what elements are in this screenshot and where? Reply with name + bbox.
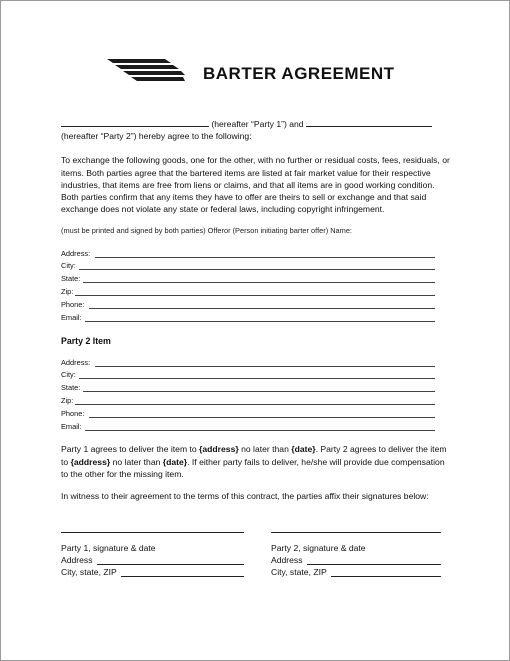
party2-address-field[interactable]: Address: bbox=[61, 357, 453, 370]
document-title: BARTER AGREEMENT bbox=[203, 64, 395, 83]
party2-signature-block bbox=[271, 519, 441, 578]
party1-sig-label: Party 1, signature & date bbox=[61, 543, 156, 553]
party2-sig-label: Party 2, signature & date bbox=[271, 543, 366, 553]
party2-signature-line[interactable] bbox=[271, 519, 441, 533]
document-header bbox=[105, 57, 405, 87]
party1-state-field[interactable]: State: bbox=[61, 273, 453, 286]
party2-fields bbox=[61, 357, 453, 434]
address-placeholder: {address} bbox=[199, 444, 239, 455]
party1-phone-field[interactable]: Phone: bbox=[61, 299, 453, 312]
party1-fields bbox=[61, 248, 453, 325]
address-placeholder: {address} bbox=[70, 456, 111, 467]
date-placeholder: {date} bbox=[162, 456, 188, 467]
party1-city-field[interactable]: City: bbox=[61, 260, 453, 273]
party2-phone-field[interactable]: Phone: bbox=[61, 408, 453, 421]
date-placeholder: {date} bbox=[291, 444, 316, 455]
party2-heading: Party 2 Item bbox=[61, 336, 111, 347]
party1-name-line[interactable] bbox=[61, 117, 209, 127]
party2-address-line[interactable]: Address bbox=[271, 554, 441, 566]
party1-address-field[interactable]: Address: bbox=[61, 248, 453, 261]
party1-zip-field[interactable]: Zip: bbox=[61, 286, 453, 299]
party1-signature-line[interactable] bbox=[61, 519, 244, 533]
party1-note: (must be printed and signed by both parties) Offeror (Person initiating barter offer) Name: bbox=[61, 226, 352, 236]
party1-intro-text: (hereafter “Party 1”) and bbox=[211, 119, 304, 129]
party2-zip-field[interactable]: Zip: bbox=[61, 395, 453, 408]
party2-city-line[interactable]: City, state, ZIP bbox=[271, 566, 441, 578]
party1-signature-block bbox=[61, 519, 244, 578]
terms-paragraph: To exchange the following goods, one for the other, with no further or residual costs, fees, residuals, or items. Both parties agree that the bartered items are listed at fair market value for their respective industries, that items are free from liens or claims, and that all items are in good working condition. Both parties confirm that any items they have to offer are theirs to sell or exchange and that said exchange does not violate any state or federal laws, including copyright infringement. bbox=[61, 155, 450, 215]
party1-city-line[interactable]: City, state, ZIP bbox=[61, 566, 244, 578]
speed-lines-logo-icon bbox=[105, 57, 185, 85]
agreement-body bbox=[61, 117, 453, 502]
party2-email-field[interactable]: Email: bbox=[61, 421, 453, 434]
party1-email-field[interactable]: Email: bbox=[61, 312, 453, 325]
party-intro bbox=[61, 117, 453, 130]
party1-address-line[interactable]: Address bbox=[61, 554, 244, 566]
party2-state-field[interactable]: State: bbox=[61, 382, 453, 395]
witness-paragraph: In witness to their agreement to the terms of this contract, the parties affix their signatures below: bbox=[61, 491, 429, 501]
party2-name-line[interactable] bbox=[306, 117, 432, 127]
party2-intro-text: (hereafter “Party 2”) hereby agree to the following: bbox=[61, 131, 252, 142]
delivery-paragraph: Party 1 agrees to deliver the item to {address} no later than {date}. Party 2 agrees to deliver the item to {address} no later than {date}. If either party fails to deliver, he/she will provide due compensation to the other for the missing item. bbox=[61, 444, 447, 479]
party2-city-field[interactable]: City: bbox=[61, 369, 453, 382]
